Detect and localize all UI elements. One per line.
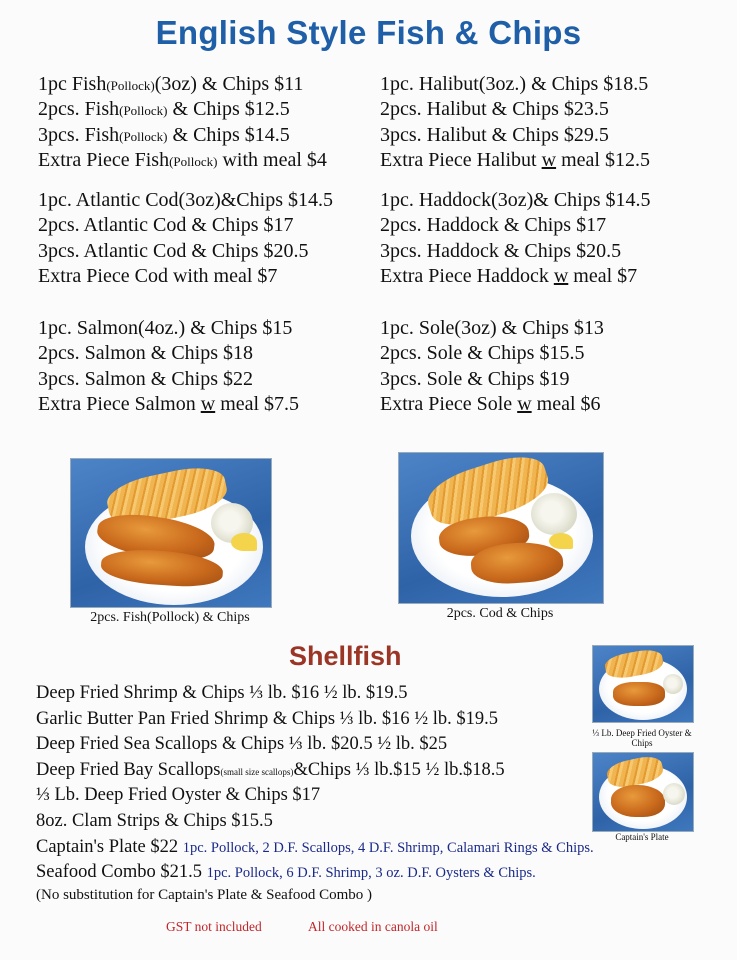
captains-plate-photo	[592, 752, 694, 832]
menu-item: Garlic Butter Pan Fried Shrimp & Chips ⅓ lb. $16 ½ lb. $19.5	[36, 708, 498, 729]
menu-item: Extra Piece Halibut w meal $12.5	[380, 149, 650, 172]
menu-item: 2pcs. Haddock & Chips $17	[380, 214, 607, 237]
haddock-section	[380, 188, 651, 290]
pollock-section	[38, 72, 327, 174]
cod-photo-caption: 2pcs. Cod & Chips	[446, 606, 554, 621]
menu-item: 1pc. Halibut(3oz.) & Chips $18.5	[380, 73, 649, 95]
menu-item: Extra Piece Salmon w meal $7.5	[38, 393, 300, 416]
menu-title: English Style Fish & Chips	[155, 14, 582, 51]
menu-item: 1pc. Atlantic Cod(3oz)&Chips $14.5	[38, 189, 333, 211]
menu-item: Extra Piece Sole w meal $6	[380, 393, 601, 416]
captains-plate-caption: Captain's Plate	[615, 832, 669, 842]
menu-item: 8oz. Clam Strips & Chips $15.5	[36, 810, 273, 831]
menu-item: Captain's Plate $22 1pc. Pollock, 2 D.F. Scallops, 4 D.F. Shrimp, Calamari Rings & Chips.	[36, 836, 594, 857]
menu-item: 2pcs. Atlantic Cod & Chips $17	[38, 214, 294, 237]
oyster-photo-caption: ⅓ Lb. Deep Fried Oyster & Chips	[592, 728, 692, 748]
oyster-photo	[592, 645, 694, 723]
menu-item: 3pcs. Sole & Chips $19	[380, 367, 570, 390]
menu-item: 2pcs. Halibut & Chips $23.5	[380, 98, 609, 121]
menu-item: Extra Piece Haddock w meal $7	[380, 265, 638, 288]
menu-item: 1pc. Sole(3oz) & Chips $13	[380, 317, 604, 339]
salmon-section	[38, 316, 299, 418]
menu-item: 2pcs. Sole & Chips $15.5	[380, 342, 585, 365]
substitution-note: (No substitution for Captain's Plate & Seafood Combo )	[36, 887, 373, 903]
menu-item: 3pcs. Salmon & Chips $22	[38, 367, 254, 390]
menu-item: 1pc Fish(Pollock)(3oz) & Chips $11	[38, 73, 304, 95]
menu-item: 3pcs. Haddock & Chips $20.5	[380, 239, 622, 262]
menu-item: 2pcs. Fish(Pollock) & Chips $12.5	[38, 98, 290, 121]
pollock-photo-caption: 2pcs. Fish(Pollock) & Chips	[90, 610, 250, 625]
shellfish-list	[36, 681, 594, 886]
menu-item: 3pcs. Atlantic Cod & Chips $20.5	[38, 239, 309, 262]
menu-item: Deep Fried Sea Scallops & Chips ⅓ lb. $20.5 ½ lb. $25	[36, 734, 448, 755]
menu-item: 3pcs. Halibut & Chips $29.5	[380, 123, 609, 146]
gst-note: GST not included	[166, 919, 262, 934]
menu-item: 1pc. Salmon(4oz.) & Chips $15	[38, 317, 293, 339]
menu-item: 1pc. Haddock(3oz)& Chips $14.5	[380, 189, 651, 211]
menu-item: Seafood Combo $21.5 1pc. Pollock, 6 D.F. Shrimp, 3 oz. D.F. Oysters & Chips.	[36, 862, 536, 883]
menu-item: Deep Fried Bay Scallops(small size scallops)&Chips ⅓ lb.$15 ½ lb.$18.5	[36, 759, 505, 780]
menu-item: Extra Piece Fish(Pollock) with meal $4	[38, 149, 327, 172]
shellfish-heading: Shellfish	[289, 641, 402, 671]
menu-item: 2pcs. Salmon & Chips $18	[38, 342, 254, 365]
menu-item: 3pcs. Fish(Pollock) & Chips $14.5	[38, 123, 290, 146]
cod-photo	[398, 452, 604, 604]
menu-item: ⅓ Lb. Deep Fried Oyster & Chips $17	[36, 785, 321, 806]
canola-oil-note: All cooked in canola oil	[308, 919, 438, 934]
menu-item: Deep Fried Shrimp & Chips ⅓ lb. $16 ½ lb. $19.5	[36, 683, 408, 703]
cod-section	[38, 188, 333, 290]
halibut-section	[380, 72, 650, 174]
sole-section	[380, 316, 604, 418]
menu-item: Extra Piece Cod with meal $7	[38, 265, 278, 288]
pollock-photo	[70, 458, 272, 608]
